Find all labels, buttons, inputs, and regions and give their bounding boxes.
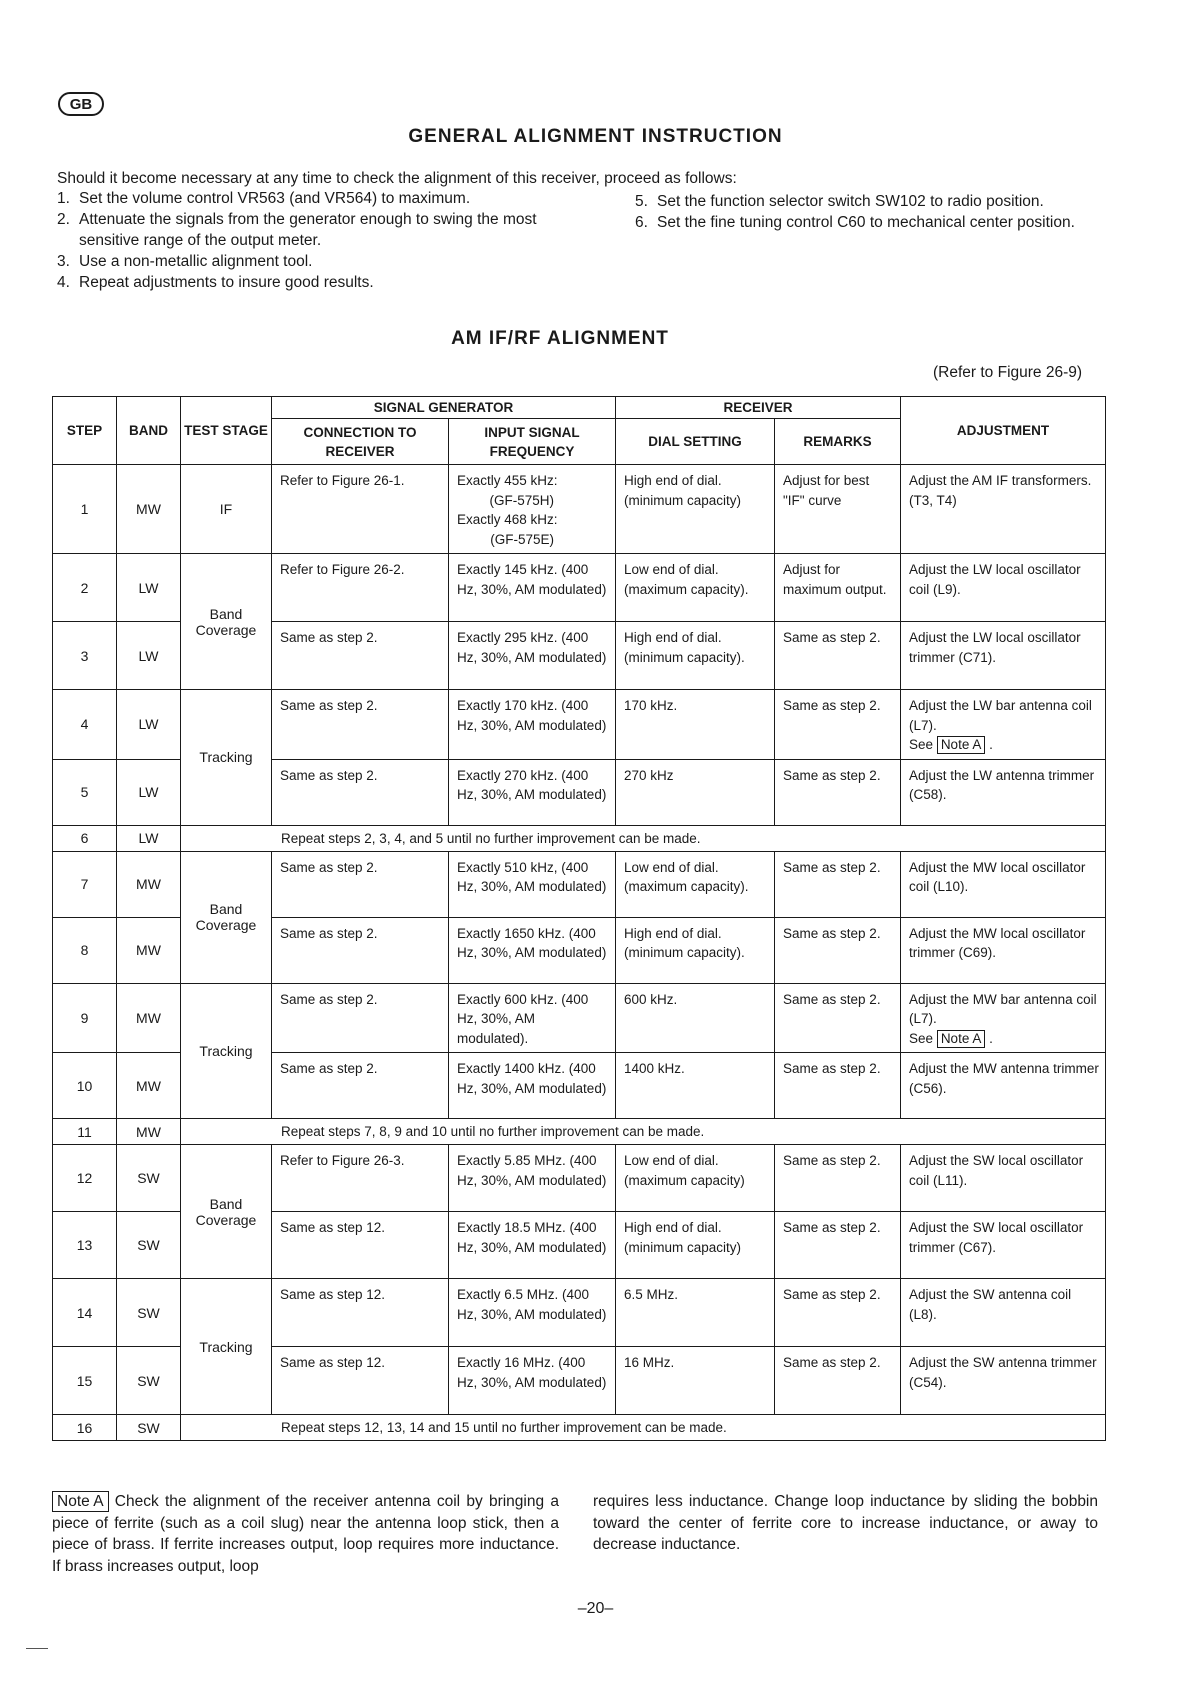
table-row: 8 MW Same as step 2. Exactly 1650 kHz. (400 Hz, 30%, AM modulated) High end of dial. (minimum capacity). Same as step 2. Adjust the MW local oscillator trimmer (C69). <box>53 917 1106 983</box>
table-row: 5 LW Same as step 2. Exactly 270 kHz. (400 Hz, 30%, AM modulated) 270 kHz Same as step 2. Adjust the LW antenna trimmer (C58). <box>53 759 1106 825</box>
header-band: BAND <box>117 397 181 465</box>
stage-band-coverage: Band Coverage <box>181 1145 272 1279</box>
table-row: 10 MW Same as step 2. Exactly 1400 kHz. (400 Hz, 30%, AM modulated) 1400 kHz. Same as step 2. Adjust the MW antenna trimmer (C56). <box>53 1053 1106 1119</box>
list-item: 6. Set the fine tuning control C60 to mechanical center position. <box>635 214 1075 231</box>
header-step: STEP <box>53 397 117 465</box>
steps-left <box>57 188 577 293</box>
stage-band-coverage: Band Coverage <box>181 554 272 690</box>
note-a-ref: Note A <box>937 1030 986 1048</box>
table-row: 13 SW Same as step 12. Exactly 18.5 MHz. (400 Hz, 30%, AM modulated) High end of dial. (minimum capacity) Same as step 2. Adjust the SW local oscillator trimmer (C67). <box>53 1212 1106 1279</box>
table-row: 2 LW Band Coverage Refer to Figure 26-2. Exactly 145 kHz. (400 Hz, 30%, AM modulated) Low end of dial. (maximum capacity). Adjust for maximum output. Adjust the LW local oscillator coil (L9). <box>53 554 1106 622</box>
alignment-table <box>52 396 1106 1441</box>
steps-right <box>635 191 1145 233</box>
page-number: –20– <box>577 1600 614 1617</box>
header-signal-generator: SIGNAL GENERATOR <box>272 397 616 419</box>
table-row: 11 MW Repeat steps 7, 8, 9 and 10 until no further improvement can be made. <box>53 1119 1106 1145</box>
table-row: 4 LW Tracking Same as step 2. Exactly 170 kHz. (400 Hz, 30%, AM modulated) 170 kHz. Same as step 2. Adjust the LW bar antenna coil (L7). See Note A . <box>53 690 1106 760</box>
stage-tracking: Tracking <box>181 1279 272 1415</box>
list-item: 5. Set the function selector switch SW102 to radio position. <box>635 193 1044 210</box>
table-row: 9 MW Tracking Same as step 2. Exactly 600 kHz. (400 Hz, 30%, AM modulated). 600 kHz. Same as step 2. Adjust the MW bar antenna coil (L7). See Note A . <box>53 983 1106 1053</box>
refer-note: (Refer to Figure 26-9) <box>933 364 1083 381</box>
table-row: 16 SW Repeat steps 12, 13, 14 and 15 until no further improvement can be made. <box>53 1415 1106 1441</box>
table-row: 6 LW Repeat steps 2, 3, 4, and 5 until no further improvement can be made. <box>53 825 1106 851</box>
intro-text: Should it become necessary at any time to check the alignment of this receiver, proceed as follows: <box>57 170 737 187</box>
page-title: GENERAL ALIGNMENT INSTRUCTION <box>408 126 783 147</box>
list-item: 3. Use a non-metallic alignment tool. <box>57 253 313 270</box>
region-badge: GB <box>58 92 104 116</box>
header-receiver: RECEIVER <box>616 397 901 419</box>
note-a-right: requires less inductance. Change loop inductance by sliding the bobbin toward the center of ferrite core to increase inductance, or away to decrease inductance. <box>593 1493 1098 1553</box>
margin-mark <box>26 1648 48 1649</box>
table-row: 3 LW Same as step 2. Exactly 295 kHz. (400 Hz, 30%, AM modulated) High end of dial. (minimum capacity). Same as step 2. Adjust the LW local oscillator trimmer (C71). <box>53 622 1106 690</box>
table-row: 1 MW IF Refer to Figure 26-1. Exactly 455 kHz: (GF-575H) Exactly 468 kHz: (GF-575E) High end of dial. (minimum capacity) Adjust for best "IF" curve Adjust the AM IF transformers. (T3, T4) <box>53 465 1106 554</box>
header-input-freq: INPUT SIGNAL FREQUENCY <box>449 419 616 465</box>
header-test-stage: TEST STAGE <box>181 397 272 465</box>
table-row: 7 MW Band Coverage Same as step 2. Exactly 510 kHz, (400 Hz, 30%, AM modulated) Low end of dial. (maximum capacity). Same as step 2. Adjust the MW local oscillator coil (L10). <box>53 851 1106 917</box>
table-row: 15 SW Same as step 12. Exactly 16 MHz. (400 Hz, 30%, AM modulated) 16 MHz. Same as step 2. Adjust the SW antenna trimmer (C54). <box>53 1347 1106 1415</box>
note-a-left: Note A Check the alignment of the receiver antenna coil by bringing a piece of ferrite (such as a coil slug) near the antenna loop stick, then a piece of brass. If ferrite increases output, loop requires more inductance. If brass increases output, loop <box>52 1493 559 1575</box>
list-item: 1. Set the volume control VR563 (and VR564) to maximum. <box>57 190 471 207</box>
note-a-label: Note A <box>52 1491 109 1512</box>
note-a-ref: Note A <box>937 736 986 754</box>
list-item: 2. Attenuate the signals from the generator enough to swing the most sensitive range of the output meter. <box>57 211 537 249</box>
stage-tracking: Tracking <box>181 690 272 826</box>
header-dial: DIAL SETTING <box>616 419 775 465</box>
stage-if: IF <box>181 465 272 554</box>
list-item: 4. Repeat adjustments to insure good results. <box>57 274 374 291</box>
section-title: AM IF/RF ALIGNMENT <box>451 328 669 349</box>
stage-band-coverage: Band Coverage <box>181 851 272 983</box>
header-adjustment: ADJUSTMENT <box>901 397 1106 465</box>
table-row: 12 SW Band Coverage Refer to Figure 26-3. Exactly 5.85 MHz. (400 Hz, 30%, AM modulated) Low end of dial. (maximum capacity) Same as step 2. Adjust the SW local oscillator coil (L11). <box>53 1145 1106 1212</box>
table-row: 14 SW Tracking Same as step 12. Exactly 6.5 MHz. (400 Hz, 30%, AM modulated) 6.5 MHz. Same as step 2. Adjust the SW antenna coil (L8). <box>53 1279 1106 1347</box>
header-connection: CONNECTION TO RECEIVER <box>272 419 449 465</box>
stage-tracking: Tracking <box>181 983 272 1119</box>
header-remarks: REMARKS <box>775 419 901 465</box>
